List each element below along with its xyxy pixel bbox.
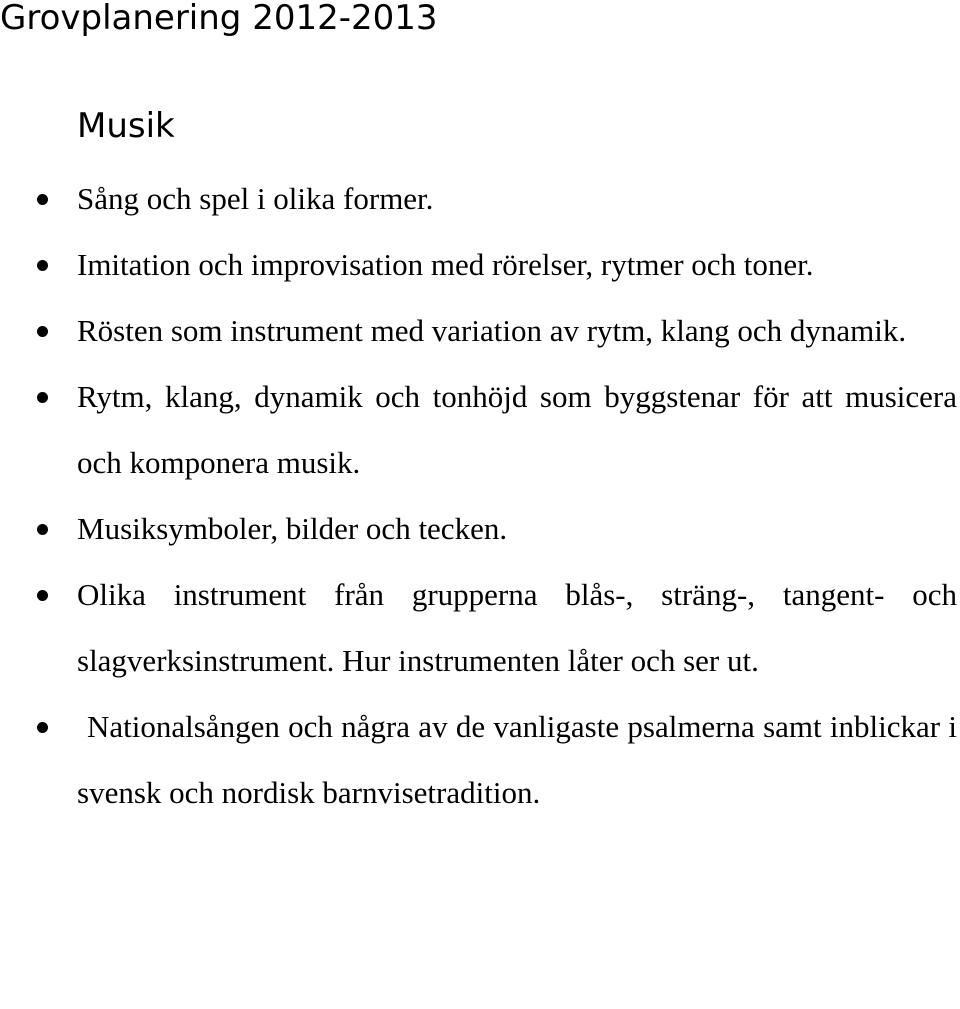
bullet-list <box>0 166 960 826</box>
bullet-icon <box>37 722 48 733</box>
section-heading: Musik <box>77 106 175 146</box>
list-item-text: Rytm, klang, dynamik och tonhöjd som byggstenar för att musicera och komponera musik. <box>77 379 957 480</box>
list-item <box>0 298 960 364</box>
list-item <box>0 496 960 562</box>
document-title: Grovplanering 2012-2013 <box>0 0 438 38</box>
bullet-icon <box>37 194 48 205</box>
list-item-text: Imitation och improvisation med rörelser, rytmer och toner. <box>77 247 814 282</box>
list-item <box>0 232 960 298</box>
list-item-text: Rösten som instrument med variation av rytm, klang och dynamik. <box>77 313 907 348</box>
list-item <box>0 694 960 826</box>
bullet-icon <box>37 524 48 535</box>
list-item <box>0 562 960 694</box>
bullet-icon <box>37 260 48 271</box>
list-item-text: Musiksymboler, bilder och tecken. <box>77 511 508 546</box>
list-item <box>0 166 960 232</box>
bullet-icon <box>37 590 48 601</box>
bullet-icon <box>37 392 48 403</box>
bullet-icon <box>37 326 48 337</box>
list-item-text: Sång och spel i olika former. <box>77 181 434 216</box>
list-item-text: Nationalsången och några av de vanligaste psalmerna samt inblickar i svensk och nordisk barnvisetradition. <box>77 709 957 810</box>
list-item-text: Olika instrument från grupperna blås-, sträng-, tangent- och slagverksinstrument. Hur instrumenten låter och ser ut. <box>77 577 957 678</box>
list-item <box>0 364 960 496</box>
